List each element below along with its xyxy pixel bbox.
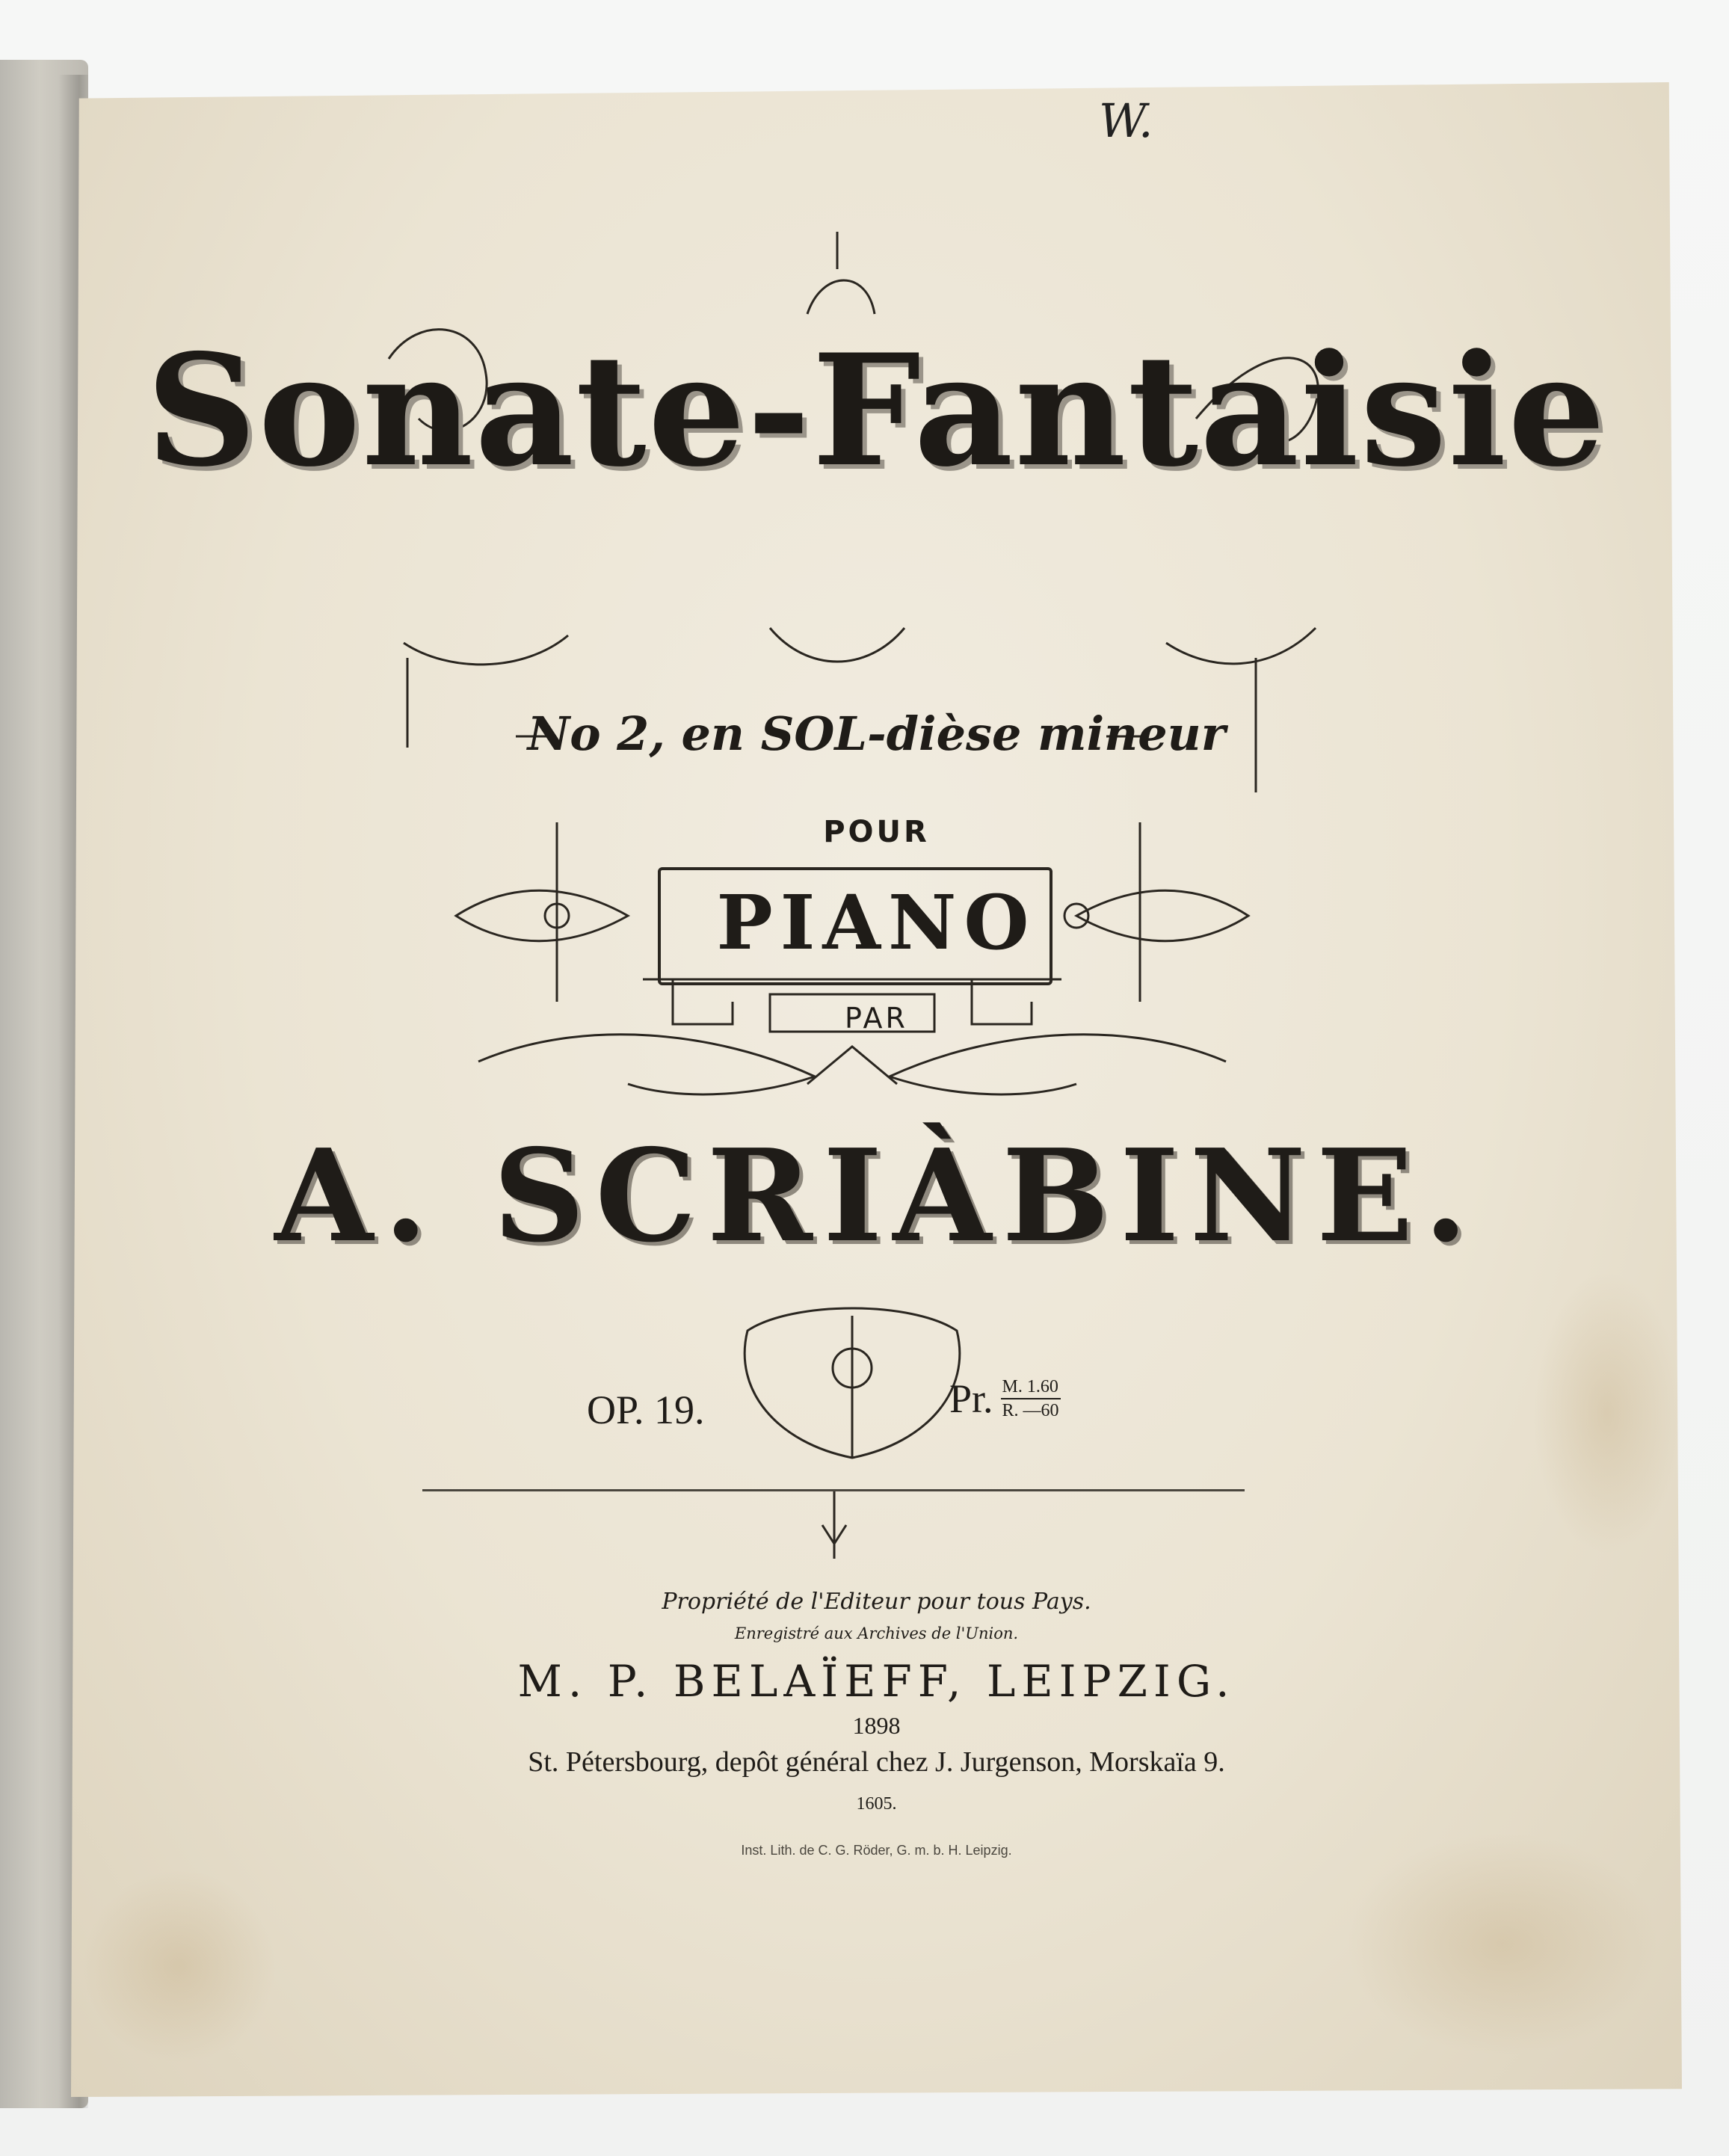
instrument-label: PIANO <box>716 878 1037 967</box>
registration-notice: Enregistré aux Archives de l'Union. <box>734 1624 1019 1642</box>
price-fraction <box>1001 1376 1061 1422</box>
price-label: Pr. <box>949 1376 993 1421</box>
publication-year: 1898 <box>852 1712 901 1739</box>
par-label: PAR <box>845 1002 908 1035</box>
score-subtitle: No 2, en SOL-dièse mineur <box>527 706 1226 761</box>
divider-rule <box>422 1489 1245 1491</box>
opus-number: OP. 19. <box>587 1387 705 1432</box>
handwritten-mark: W. <box>1099 93 1153 148</box>
distributor-address: St. Pétersbourg, depôt général chez J. Jurgenson, Morskaïa 9. <box>528 1746 1225 1778</box>
plate-number: 1605. <box>856 1794 897 1814</box>
price-roubles: R. —60 <box>1002 1401 1059 1420</box>
price <box>949 1376 1061 1422</box>
price-marks: M. 1.60 <box>1001 1376 1061 1399</box>
publisher-name: M. P. BELAÏEFF, LEIPZIG. <box>517 1656 1236 1707</box>
property-notice: Propriété de l'Editeur pour tous Pays. <box>662 1589 1091 1615</box>
score-title: Sonate-Fantaisie <box>146 321 1607 501</box>
composer-name: A. SCRIÀBINE. <box>274 1121 1479 1271</box>
printer-credit: Inst. Lith. de C. G. Röder, G. m. b. H. Leipzig. <box>741 1843 1012 1858</box>
pour-label: POUR <box>823 815 930 849</box>
